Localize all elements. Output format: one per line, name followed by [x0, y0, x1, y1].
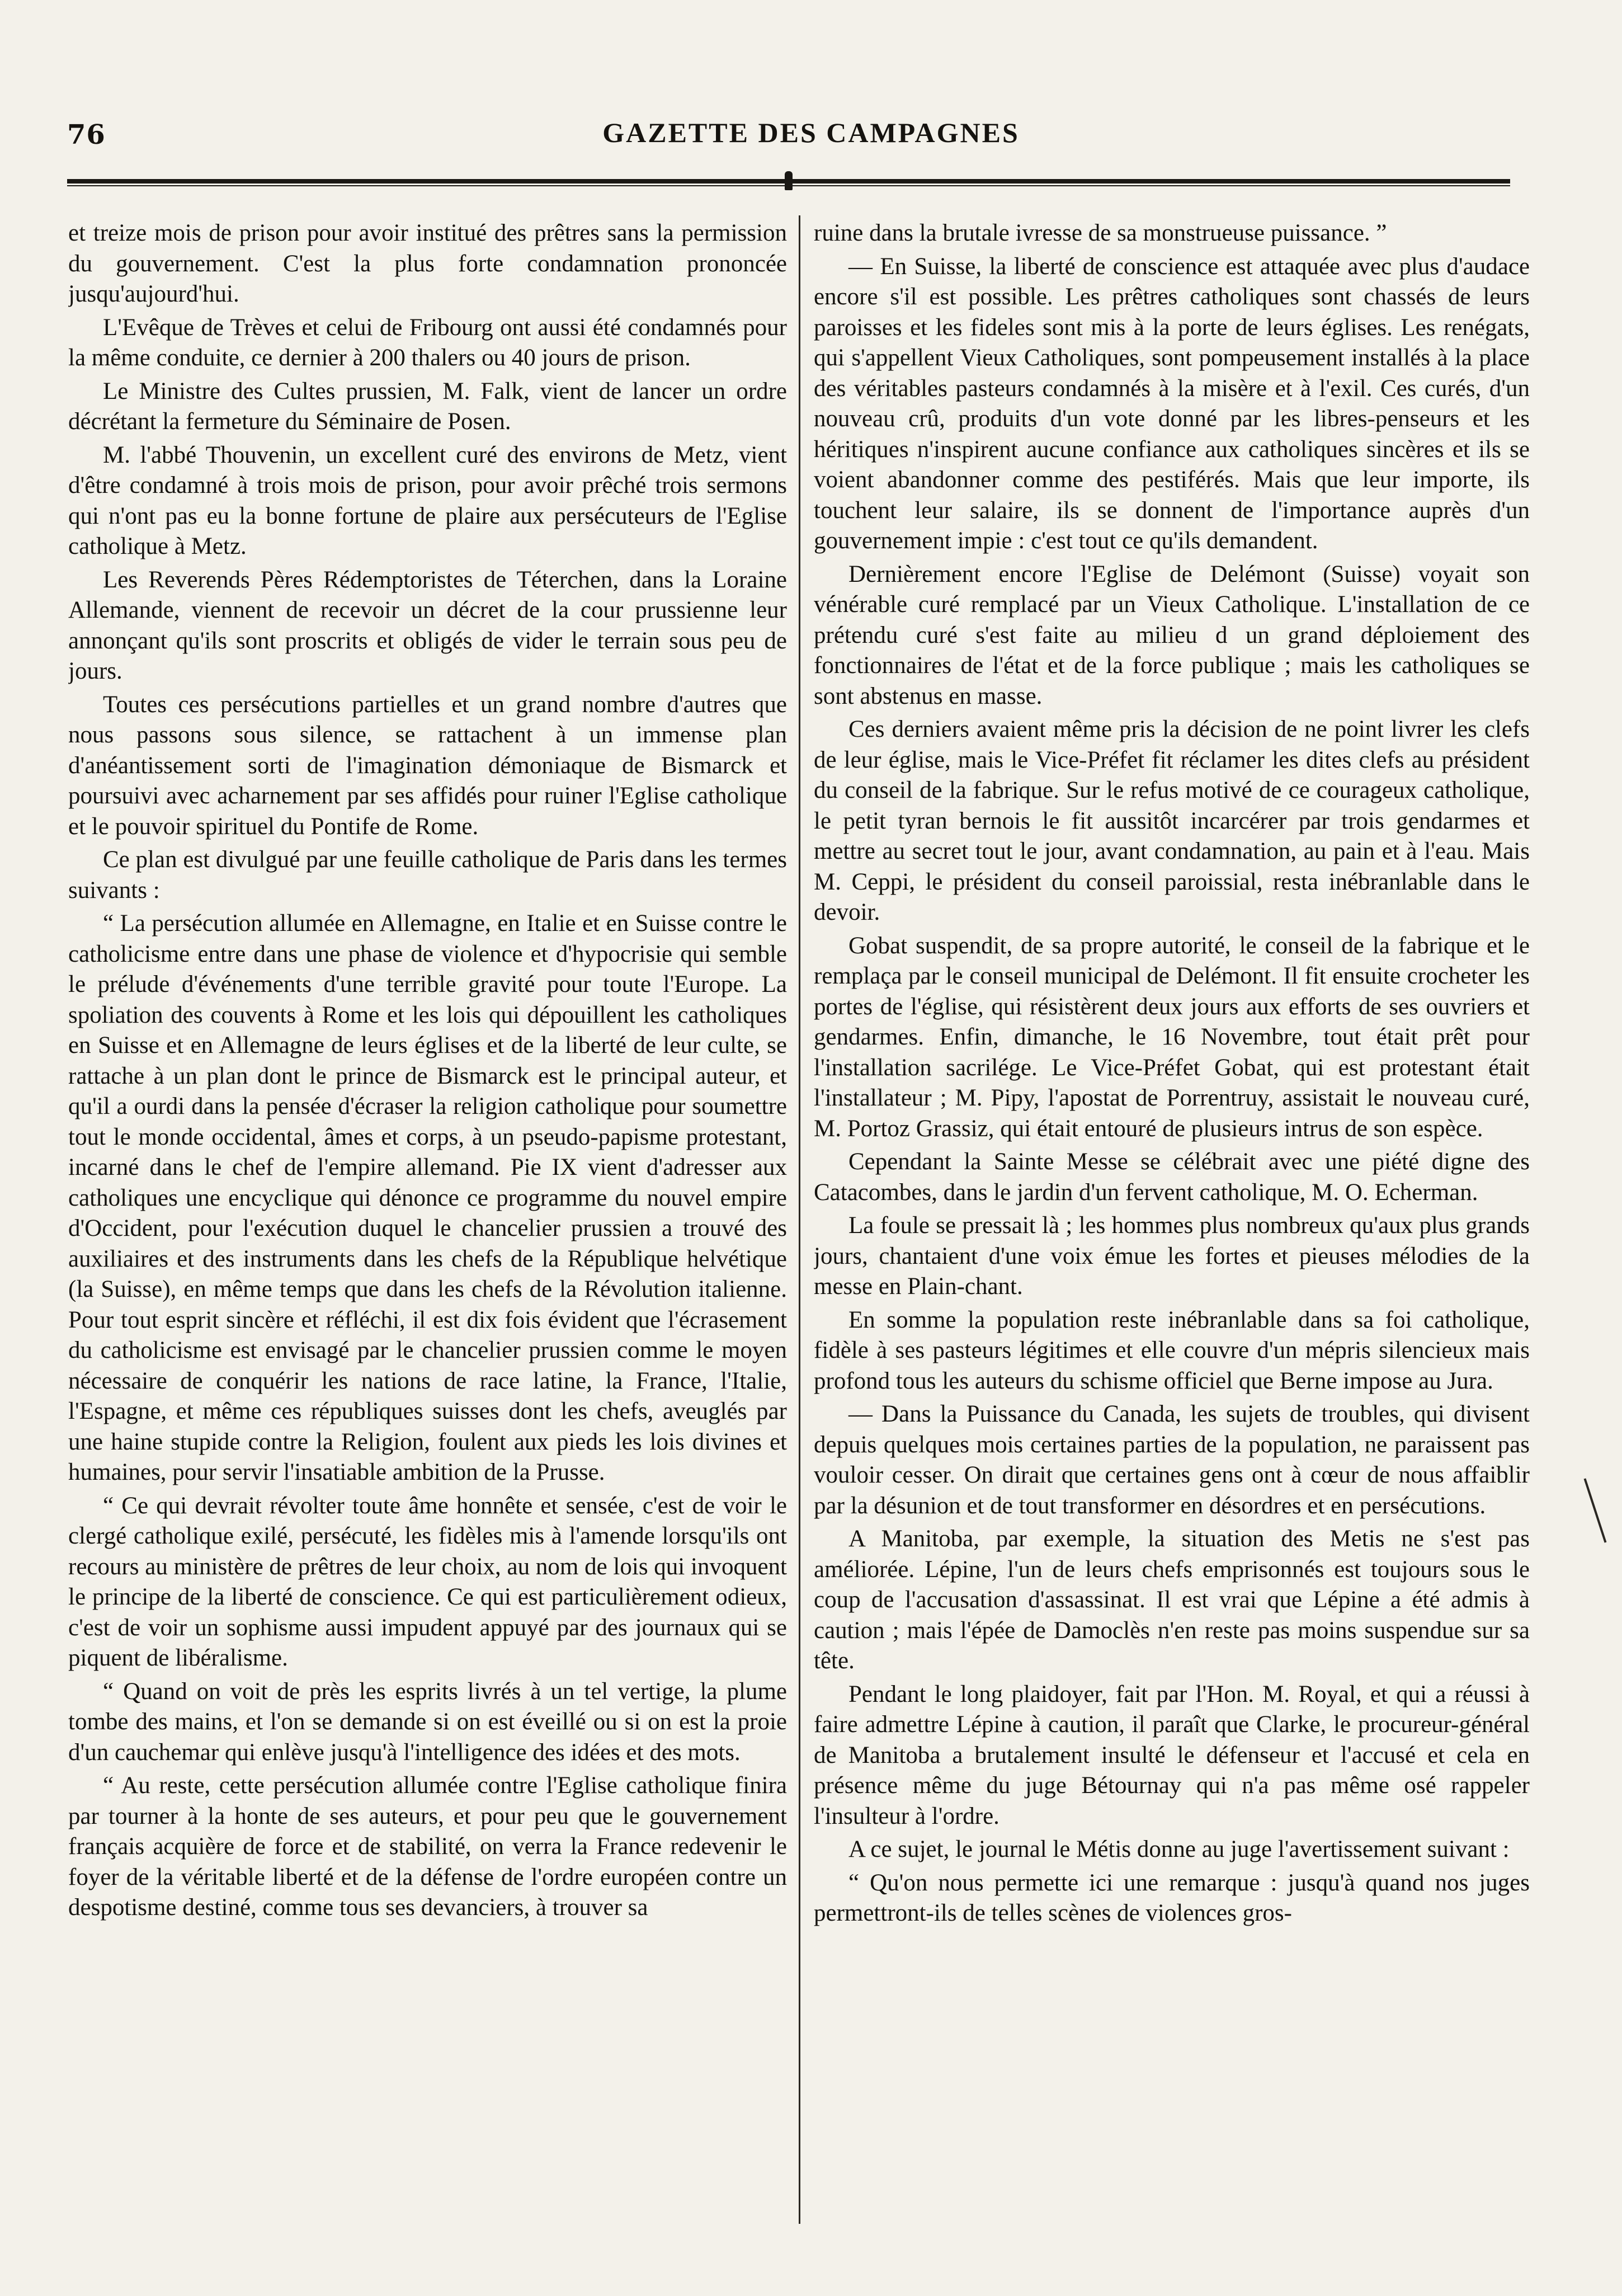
left-column: [68, 218, 787, 2227]
paragraph: En somme la population reste inébranlable dans sa foi catholique, fidèle à ses pasteurs légitimes et elle couvre d'un mépris silencieux mais profond tous les auteurs du schisme officiel que Berne impose au Jura.: [814, 1306, 1530, 1394]
paragraph: — En Suisse, la liberté de conscience est attaquée avec plus d'audace encore s'il est possible. Les prêtres catholiques sont chassés de leurs paroisses et les fideles sont mis à la porte de leurs églises. Les renégats, qui s'appellent Vieux Catholiques, sont pompeusement installés à la place des véritables pasteurs condamnés à la misère et à l'exil. Ces curés, d'un nouveau crû, produits d'un vote donné par les libres-penseurs et les héritiques n'inspirent aucune confiance aux catholiques sincères et ils se voient abandonner comme des pestiférés. Mais que leur importe, ils touchent leur salaire, ils se donnent de l'importance auprès d'un gouvernement impie : c'est tout ce qu'ils demandent.: [814, 253, 1530, 554]
paragraph: “ La persécution allumée en Allemagne, en Italie et en Suisse contre le catholicisme entre dans une phase de violence et d'hypocrisie qui semble le prélude d'événements d'une terrible gravité pour toute l'Europe. La spoliation des couvents à Rome et les lois qui dépouillent les catholiques en Suisse et en Allemagne de leurs églises et de la liberté de leur culte, se rattache à un plan dont le prince de Bismarck est le principal auteur, et qu'il a ourdi dans la pensée d'écraser la religion catholique pour soumettre tout le monde occidental, âmes et corps, à un pseudo-papisme protestant, incarné dans le chef de l'empire allemand. Pie IX vient d'adresser aux catholiques une encyclique qui dénonce ce programme du nouvel empire d'Occident, pour l'exécution duquel le chancelier prussien a trouvé des auxiliaires et des instruments dans les chefs de la République helvétique (la Suisse), en même temps que dans les chefs de la Révolution italienne. Pour tout esprit sincère et réfléchi, il est dix fois évident que l'écrasement du catholicisme est envisagé par le chancelier prussien comme le moyen nécessaire de conquérir les nations de race latine, la France, l'Italie, l'Espagne, et même ces républiques suisses dont les chefs, aveuglés par une haine stupide contre la Religion, foulent aux pieds les lois divines et humaines, pour servir l'insatiable ambition de la Prusse.: [68, 910, 787, 1485]
margin-mark: [1584, 1478, 1607, 1542]
paragraph: — Dans la Puissance du Canada, les sujets de troubles, qui divisent depuis quelques mois certaines parties de la population, ne paraissent pas vouloir cesser. On dirait que certaines gens ont à cœur de nous affaiblir par la désunion et de tout transformer en désordres et en persécutions.: [814, 1401, 1530, 1519]
paragraph: Dernièrement encore l'Eglise de Delémont (Suisse) voyait son vénérable curé remplacé par un Vieux Catholique. L'installation de ce prétendu curé s'est faite au milieu d un grand déploiement des fonctionnaires de l'état et de la force publique ; mais les catholiques se sont abstenus en masse.: [814, 561, 1530, 709]
paragraph: “ Au reste, cette persécution allumée contre l'Eglise catholique finira par tourner à la honte de ses auteurs, et pour peu que le gouvernement français acquière de force et de stabilité, on verra la France redevenir le foyer de la véritable liberté et de la défense de l'ordre européen contre un despotisme destiné, comme tous ses devanciers, à trouver sa: [68, 1772, 787, 1921]
paragraph: “ Ce qui devrait révolter toute âme honnête et sensée, c'est de voir le clergé catholique exilé, persécuté, les fidèles mis à l'amende lorsqu'ils ont recours au ministère de prêtres de leur choix, au nom de lois qui invoquent le principe de la liberté de conscience. Ce qui est particulièrement odieux, c'est de voir un sophisme aussi impudent appuyé par des journaux qui se piquent de libéralisme.: [68, 1492, 787, 1671]
paragraph: Gobat suspendit, de sa propre autorité, le conseil de la fabrique et le remplaça par le conseil municipal de Delémont. Il fit ensuite crocheter les portes de l'église, qui résistèrent deux jours aux efforts de ses ouvriers et gendarmes. Enfin, dimanche, le 16 Novembre, tout était prêt pour l'installation sacrilége. Le Vice-Préfet Gobat, qui est protestant était l'installateur ; M. Pipy, l'apostat de Porrentruy, assistait le nouveau curé, M. Portoz Grassiz, qui était entouré de plusieurs intrus de son espèce.: [814, 932, 1530, 1142]
paragraph: L'Evêque de Trèves et celui de Fribourg ont aussi été condamnés pour la même conduite, ce dernier à 200 thalers ou 40 jours de prison.: [68, 314, 787, 371]
paragraph: ruine dans la brutale ivresse de sa monstrueuse puissance. ”: [814, 220, 1387, 246]
paragraph: A ce sujet, le journal le Métis donne au juge l'avertissement suivant :: [848, 1836, 1510, 1862]
right-column: [814, 218, 1530, 2227]
header-rule: [67, 179, 1510, 187]
paragraph: Toutes ces persécutions partielles et un grand nombre d'autres que nous passons sous silence, se rattachent à un immense plan d'anéantissement sorti de l'imagination démoniaque de Bismarck et poursuivi avec acharnement par ses affidés pour ruiner l'Eglise catholique et le pouvoir spirituel du Pontife de Rome.: [68, 691, 787, 840]
paragraph: Pendant le long plaidoyer, fait par l'Hon. M. Royal, et qui a réussi à faire admettre Lépine à caution, il paraît que Clarke, le procureur-général de Manitoba a brutalement insulté le défenseur et l'accusé et cela en présence même du juge Bétournay qui n'a pas même osé rappeler l'insulteur à l'ordre.: [814, 1681, 1530, 1829]
paragraph: Le Ministre des Cultes prussien, M. Falk, vient de lancer un ordre décrétant la fermeture du Séminaire de Posen.: [68, 378, 787, 435]
paragraph: Les Reverends Pères Rédemptoristes de Téterchen, dans la Loraine Allemande, viennent de recevoir un décret de la cour prussienne leur annonçant qu'ils sont proscrits et obligés de vider le terrain sous peu de jours.: [68, 566, 787, 684]
rule-ornament: [785, 171, 793, 190]
paragraph: “ Quand on voit de près les esprits livrés à un tel vertige, la plume tombe des mains, et l'on se demande si on est éveillé ou si on est la proie d'un cauchemar qui enlève jusqu'à l'intelligence des idées et des mots.: [68, 1678, 787, 1766]
paragraph: “ Qu'on nous permette ici une remarque : jusqu'à quand nos juges permettront-ils de telles scènes de violences gros-: [814, 1869, 1530, 1926]
paragraph: et treize mois de prison pour avoir institué des prêtres sans la permission du gouvernement. C'est la plus forte condamnation prononcée jusqu'aujourd'hui.: [68, 220, 787, 307]
column-divider: [799, 215, 800, 2224]
paragraph: Ce plan est divulgué par une feuille catholique de Paris dans les termes suivants :: [68, 846, 787, 904]
paragraph: M. l'abbé Thouvenin, un excellent curé des environs de Metz, vient d'être condamné à trois mois de prison, pour avoir prêché trois sermons qui n'ont pas eu la bonne fortune de plaire aux persécuteurs de l'Eglise catholique à Metz.: [68, 441, 787, 559]
paragraph: Cependant la Sainte Messe se célébrait avec une piété digne des Catacombes, dans le jardin d'un fervent catholique, M. O. Echerman.: [814, 1149, 1530, 1206]
paragraph: A Manitoba, par exemple, la situation des Metis ne s'est pas améliorée. Lépine, l'un de leurs chefs emprisonnés est toujours sous le coup de l'accusation d'assassinat. Il est vrai que Lépine a été admis à caution ; mais l'épée de Damoclès n'en reste pas moins suspendue sur sa tête.: [814, 1526, 1530, 1674]
paragraph: La foule se pressait là ; les hommes plus nombreux qu'aux plus grands jours, chantaient d'une voix émue les fortes et pieuses mélodies de la messe en Plain-chant.: [814, 1212, 1530, 1300]
paragraph: Ces derniers avaient même pris la décision de ne point livrer les clefs de leur église, mais le Vice-Préfet fit réclamer les dites clefs au président du conseil de la fabrique. Sur le refus motivé de ce courageux catholique, le petit tyran bernois le fit aussitôt incarcérer par trois gendarmes et mettre au secret tout le jour, avant condamnation, au pain et à l'eau. Mais M. Ceppi, le président du conseil paroissial, resta inébranlable dans le devoir.: [814, 716, 1530, 925]
page-title: GAZETTE DES CAMPAGNES: [602, 117, 1020, 148]
page-number: 76: [67, 119, 106, 150]
